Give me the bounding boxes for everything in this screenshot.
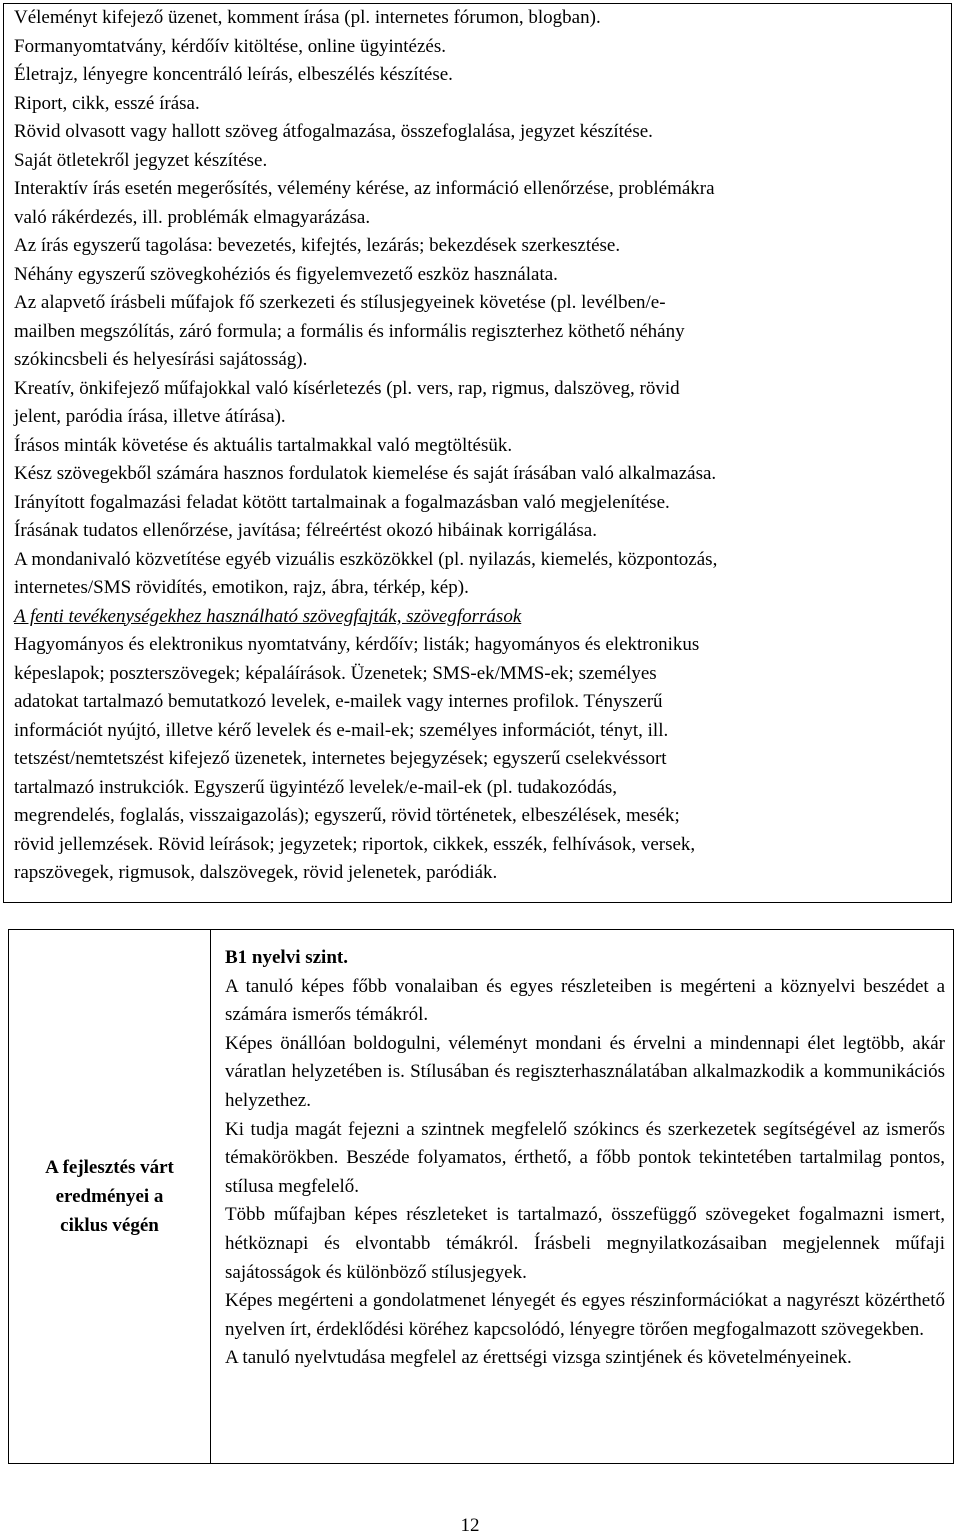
activity-line: mailben megszólítás, záró formula; a formális és informális regiszterhez köthető néhány (14, 320, 685, 342)
text-types-line: képeslapok; poszterszövegek; képaláírások. Üzenetek; SMS-ek/MMS-ek; személyes (14, 662, 657, 684)
text-types-line: Hagyományos és elektronikus nyomtatvány, kérdőív; listák; hagyományos és elektronikus (14, 634, 700, 655)
activity-line: Formanyomtatvány, kérdőív kitöltése, online ügyintézés. (14, 35, 446, 57)
activity-line: Az írás egyszerű tagolása: bevezetés, kifejtés, lezárás; bekezdések szerkesztése. (14, 235, 621, 256)
outcome-paragraph: A tanuló nyelvtudása megfelel az érettségi vizsga szintjének és követelményeinek. (225, 1347, 852, 1369)
activity-line: Életrajz, lényegre koncentráló leírás, elbeszélés készítése. (14, 64, 453, 85)
text-types-line: információt nyújtó, illetve kérő levelek és e-mail-ek; személyes információt, tényt, ill. (14, 719, 669, 741)
text-types-line: adatokat tartalmazó bemutatkozó levelek, e-mailek vagy internes profilok. Tényszerű (14, 691, 663, 712)
activity-line: A mondanivaló közvetítése egyéb vizuális eszközökkel (pl. nyilazás, kiemelés, központozás, (14, 548, 718, 570)
activity-line: Rövid olvasott vagy hallott szöveg átfogalmazása, összefoglalása, jegyzet készítése. (14, 121, 653, 142)
activity-line: Interaktív írás esetén megerősítés, vélemény kérése, az információ ellenőrzése, problémákra (14, 178, 715, 199)
activity-line: Az alapvető írásbeli műfajok fő szerkezeti és stílusjegyeinek követése (pl. levélben/e- (14, 292, 666, 313)
text-types-line: rövid jellemzések. Rövid leírások; jegyzetek; riportok, cikkek, esszék, felhívások, versek, (14, 833, 696, 855)
activity-line: Írásos minták követése és aktuális tartalmakkal való megtöltésük. (14, 434, 513, 456)
outcome-paragraph: Ki tudja magát fejezni a szintnek megfelelő szókincs és szerkezetek segítségével az ismerős témakörökben. Beszéde folyamatos, érthető, a főbb pontok tekintetében tartalmilag pontos, stílusa megfelelő. (225, 1118, 945, 1197)
text-types-line: tetszést/nemtetszést kifejező üzenetek, internetes bejegyzések; egyszerű cselekvéssort (14, 748, 667, 769)
activity-line: jelent, paródia írása, illetve átírása). (14, 406, 286, 427)
activities-box (3, 3, 952, 903)
activity-line: Néhány egyszerű szövegkohéziós és figyelemvezető eszköz használata. (14, 263, 558, 285)
activity-line: Irányított fogalmazási feladat kötött tartalmainak a fogalmazásban való megjelenítése. (14, 491, 670, 513)
text-types-line: megrendelés, foglalás, visszaigazolás); egyszerű, rövid történetek, elbeszélések, mesék; (14, 805, 680, 826)
page-number: 12 (460, 1515, 480, 1536)
activity-line: Riport, cikk, esszé írása. (14, 92, 200, 114)
activity-line: Véleményt kifejező üzenet, komment írása (pl. internetes fórumon, blogban). (14, 7, 601, 28)
text-types-paragraph (14, 631, 943, 888)
outcome-paragraph: Képes megérteni a gondolatmenet lényegét és egyes részinformációkat a nagyrészt közérthető nyelven írt, érdeklődési köréhez kapcsolódó, lényegre törően megfogalmazott szövegekben. (225, 1290, 945, 1340)
outcomes-row (9, 930, 954, 1464)
activity-line: Kreatív, önkifejező műfajokkal való kísérletezés (pl. vers, rap, rigmus, dalszöveg, rövid (14, 377, 680, 399)
outcome-paragraph: Képes önállóan boldogulni, véleményt mondani és érvelni a mindennapi élet legtöbb, akár váratlan helyzetében is. Stílusában és regiszterhasználatában alkalmazkodik a kommunikációs helyzethez. (225, 1032, 945, 1111)
outcome-paragraph: Több műfajban képes részleteket is tartalmazó, összefüggő szövegeket fogalmazni ismert, hétköznapi és elvontabb témákról. Írásbeli megnyilatkozásaiban megjelennek műfaji sajátosságok és különböző stílusjegyek. (225, 1204, 945, 1283)
outcomes-table (8, 929, 954, 1464)
outcomes-content-cell (211, 930, 954, 1464)
level-heading: B1 nyelvi szint. (225, 947, 348, 968)
activity-line: Írásának tudatos ellenőrzése, javítása; félreértést okozó hibáinak korrigálása. (14, 520, 597, 541)
outcomes-label-cell (9, 930, 211, 1464)
activity-line: való rákérdezés, ill. problémák elmagyarázása. (14, 206, 371, 228)
outcome-paragraph: A tanuló képes főbb vonalaiban és egyes részleteiben is megérteni a köznyelvi beszédet a számára ismerős témákról. (225, 975, 945, 1026)
activity-line: Saját ötletekről jegyzet készítése. (14, 149, 268, 171)
outcomes-label: A fejlesztés várt eredményei a ciklus végén (45, 1157, 174, 1236)
text-types-subheading: A fenti tevékenységekhez használható szövegfajták, szövegforrások (14, 605, 522, 627)
activities-content (4, 4, 951, 888)
activities-list (14, 4, 943, 603)
activity-line: internetes/SMS rövidítés, emotikon, rajz, ábra, térkép, kép). (14, 577, 469, 598)
activity-line: Kész szövegekből számára hasznos fordulatok kiemelése és saját írásában való alkalmazása. (14, 463, 717, 484)
text-types-line: tartalmazó instrukciók. Egyszerű ügyintéző levelek/e-mail-ek (pl. tudakozódás, (14, 776, 618, 798)
activity-line: szókincsbeli és helyesírási sajátosság). (14, 349, 308, 370)
text-types-line: rapszövegek, rigmusok, dalszövegek, rövid jelenetek, paródiák. (14, 862, 498, 883)
